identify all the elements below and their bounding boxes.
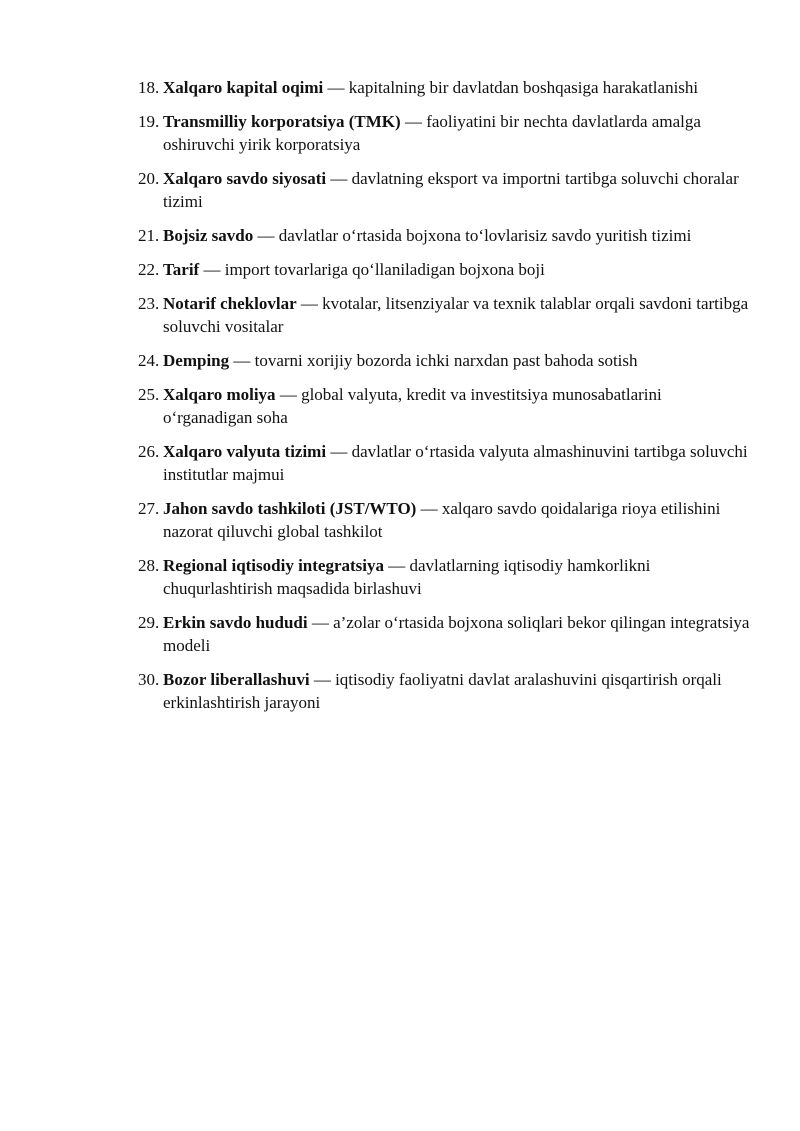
item-definition: — a’zolar oʻrtasida bojxona soliqlari bekor qilingan integratsiya modeli — [163, 613, 750, 655]
item-definition: — iqtisodiy faoliyatni davlat aralashuvini qisqartirish orqali erkinlashtirish jarayoni — [163, 670, 722, 712]
item-text — [163, 383, 750, 429]
item-term: Xalqaro valyuta tizimi — [163, 442, 327, 461]
item-number: 30. — [138, 670, 160, 689]
item-number: 28. — [138, 556, 160, 575]
item-text — [163, 167, 750, 213]
list-item — [138, 440, 750, 486]
item-number: 18. — [138, 78, 160, 97]
item-definition: — faoliyatini bir nechta davlatlarda amalga oshiruvchi yirik korporatsiya — [163, 112, 701, 154]
item-definition: — xalqaro savdo qoidalariga rioya etilishini nazorat qiluvchi global tashkilot — [163, 499, 721, 541]
item-definition: — kvotalar, litsenziyalar va texnik talablar orqali savdoni tartibga soluvchi vositalar — [163, 294, 749, 336]
list-item — [138, 258, 750, 281]
item-text — [163, 611, 750, 657]
item-definition: — tovarni xorijiy bozorda ichki narxdan past bahoda sotish — [229, 351, 638, 370]
item-definition: — import tovarlariga qoʻllaniladigan bojxona boji — [199, 260, 545, 279]
item-term: Tarif — [163, 260, 200, 279]
item-number: 25. — [138, 385, 160, 404]
item-term: Notarif cheklovlar — [163, 294, 297, 313]
list-item — [138, 224, 750, 247]
item-term: Jahon savdo tashkiloti (JST/WTO) — [163, 499, 417, 518]
item-number: 29. — [138, 613, 160, 632]
item-text — [163, 554, 750, 600]
item-text — [163, 258, 750, 281]
item-term: Regional iqtisodiy integratsiya — [163, 556, 385, 575]
item-number: 26. — [138, 442, 160, 461]
list-item — [138, 611, 750, 657]
item-text — [163, 224, 750, 247]
list-item — [138, 497, 750, 543]
list-item — [138, 554, 750, 600]
item-term: Transmilliy korporatsiya (TMK) — [163, 112, 401, 131]
list-item — [138, 668, 750, 714]
item-definition: — global valyuta, kredit va investitsiya munosabatlarini oʻrganadigan soha — [163, 385, 662, 427]
item-number: 22. — [138, 260, 160, 279]
item-text — [163, 668, 750, 714]
list-item — [138, 383, 750, 429]
list-item — [138, 349, 750, 372]
item-definition: — davlatlar oʻrtasida bojxona toʻlovlarisiz savdo yuritish tizimi — [253, 226, 692, 245]
item-definition: — davlatlarning iqtisodiy hamkorlikni chuqurlashtirish maqsadida birlashuvi — [163, 556, 651, 598]
item-text — [163, 76, 750, 99]
list-item — [138, 292, 750, 338]
item-term: Xalqaro moliya — [163, 385, 276, 404]
item-text — [163, 497, 750, 543]
item-term: Bojsiz savdo — [163, 226, 254, 245]
item-term: Demping — [163, 351, 230, 370]
item-term: Xalqaro kapital oqimi — [163, 78, 324, 97]
item-text — [163, 349, 750, 372]
item-number: 23. — [138, 294, 160, 313]
item-definition: — kapitalning bir davlatdan boshqasiga harakatlanishi — [323, 78, 699, 97]
item-definition: — davlatlar oʻrtasida valyuta almashinuvini tartibga soluvchi institutlar majmui — [163, 442, 748, 484]
item-term: Bozor liberallashuvi — [163, 670, 310, 689]
item-text — [163, 440, 750, 486]
item-number: 21. — [138, 226, 160, 245]
list-item — [138, 110, 750, 156]
item-number: 27. — [138, 499, 160, 518]
list-item — [138, 76, 750, 99]
item-definition: — davlatning eksport va importni tartibga soluvchi choralar tizimi — [163, 169, 739, 211]
item-text — [163, 292, 750, 338]
item-term: Xalqaro savdo siyosati — [163, 169, 327, 188]
item-number: 24. — [138, 351, 160, 370]
glossary-list — [138, 76, 750, 725]
item-term: Erkin savdo hududi — [163, 613, 308, 632]
item-number: 19. — [138, 112, 160, 131]
list-item — [138, 167, 750, 213]
item-number: 20. — [138, 169, 160, 188]
item-text — [163, 110, 750, 156]
